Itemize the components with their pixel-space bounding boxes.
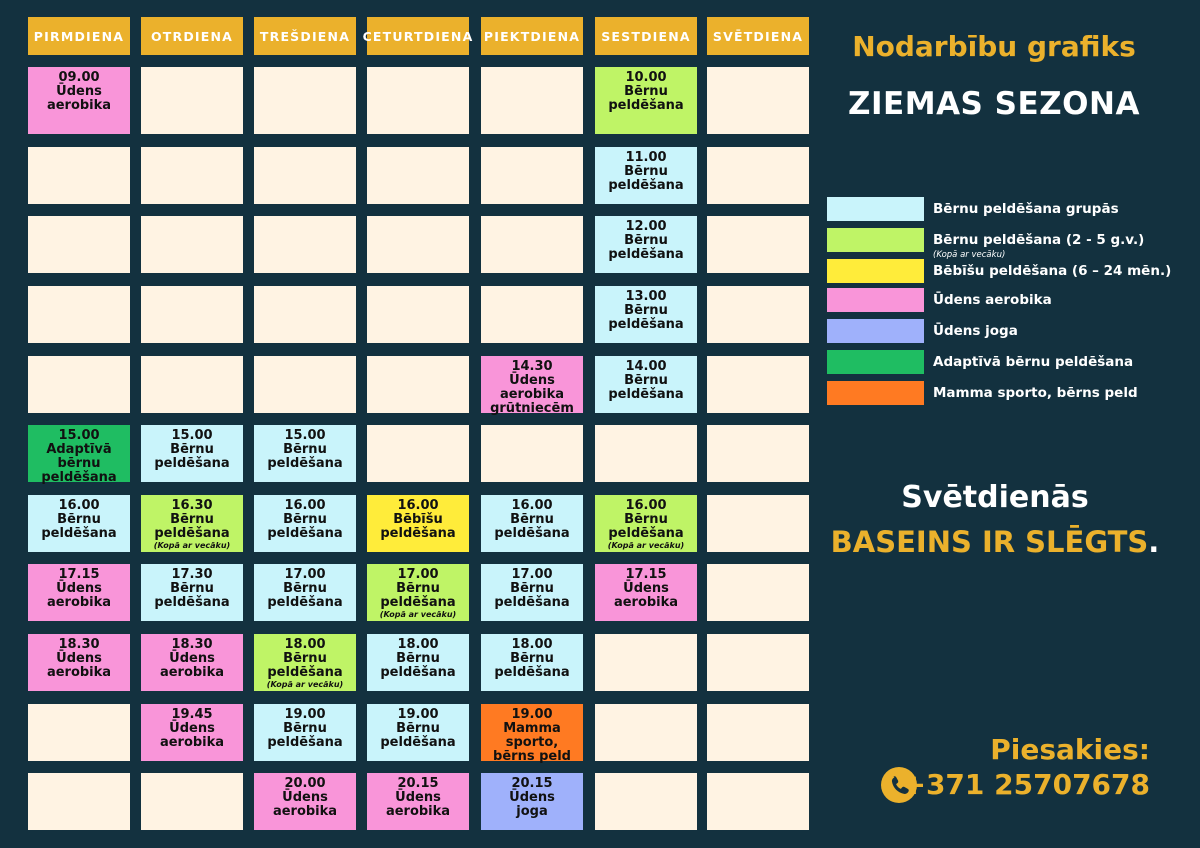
class-name-line: aerobika [159, 735, 225, 750]
class-slot [595, 564, 697, 621]
class-slot [595, 495, 697, 552]
class-name-line: Bērnu [396, 721, 440, 736]
empty-slot [707, 495, 809, 552]
day-header: CETURTDIENA [367, 17, 469, 55]
empty-slot [367, 67, 469, 134]
legend-swatch [827, 197, 924, 221]
empty-slot [367, 216, 469, 273]
empty-slot [481, 147, 583, 204]
legend-label: Bēbīšu peldēšana (6 – 24 mēn.) [933, 263, 1172, 279]
class-time: 19.00 [397, 707, 439, 722]
class-name-line: Bērnu [624, 233, 668, 248]
class-name-line: Ūdens [56, 581, 102, 596]
class-slot [595, 286, 697, 343]
class-slot [141, 564, 243, 621]
class-name-line: bērns peld [493, 749, 571, 764]
class-name-line: aerobika [46, 98, 112, 113]
class-time: 10.00 [625, 70, 667, 85]
class-time: 17.15 [58, 567, 100, 582]
class-slot [481, 356, 583, 416]
class-name-line: aerobika [159, 665, 225, 680]
class-name-line: Bērnu [283, 581, 327, 596]
apply-label: Piesakies: [990, 733, 1150, 766]
empty-slot [481, 425, 583, 482]
class-time: 16.00 [284, 498, 326, 513]
class-time: 17.00 [511, 567, 553, 582]
legend-swatch [827, 288, 924, 312]
class-slot [595, 67, 697, 134]
class-slot [595, 356, 697, 413]
class-name-line: Bērnu [283, 721, 327, 736]
empty-slot [707, 67, 809, 134]
class-time: 17.00 [284, 567, 326, 582]
schedule-title: Nodarbību grafiks [852, 30, 1136, 63]
day-header: PIEKTDIENA [481, 17, 583, 55]
class-name-line: peldēšana [494, 595, 570, 610]
empty-slot [254, 286, 356, 343]
empty-slot [254, 147, 356, 204]
class-note: (Kopā ar vecāku) [379, 610, 457, 619]
empty-slot [595, 773, 697, 830]
class-name-line: Bērnu [510, 651, 554, 666]
empty-slot [707, 564, 809, 621]
empty-slot [707, 356, 809, 413]
class-slot [367, 704, 469, 761]
class-note: (Kopā ar vecāku) [607, 541, 685, 550]
class-time: 18.00 [284, 637, 326, 652]
class-name-line: Bēbīšu [393, 512, 443, 527]
class-name-line: peldēšana [267, 665, 343, 680]
empty-slot [595, 704, 697, 761]
class-name-line: peldēšana [154, 526, 230, 541]
legend-label: Adaptīvā bērnu peldēšana [933, 354, 1134, 370]
class-name-line: Bērnu [170, 581, 214, 596]
empty-slot [481, 67, 583, 134]
day-header: TREŠDIENA [254, 17, 356, 55]
class-time: 16.00 [58, 498, 100, 513]
class-name-line: Bērnu [283, 651, 327, 666]
class-name-line: peldēšana [494, 526, 570, 541]
class-slot [254, 495, 356, 552]
class-slot [481, 773, 583, 830]
class-name-line: peldēšana [380, 665, 456, 680]
empty-slot [28, 147, 130, 204]
class-name-line: peldēšana [380, 526, 456, 541]
class-name-line: peldēšana [494, 665, 570, 680]
class-name-line: Ūdens [169, 721, 215, 736]
empty-slot [254, 216, 356, 273]
empty-slot [141, 67, 243, 134]
class-time: 18.30 [171, 637, 213, 652]
class-time: 17.15 [625, 567, 667, 582]
class-time: 09.00 [58, 70, 100, 85]
class-time: 18.30 [58, 637, 100, 652]
class-slot [28, 564, 130, 621]
class-name-line: peldēšana [267, 526, 343, 541]
class-time: 17.30 [171, 567, 213, 582]
empty-slot [481, 216, 583, 273]
class-name-line: Bērnu [624, 512, 668, 527]
empty-slot [141, 356, 243, 413]
legend-swatch [827, 350, 924, 374]
class-slot [254, 704, 356, 761]
class-name-line: peldēšana [608, 526, 684, 541]
class-time: 20.15 [511, 776, 553, 791]
class-name-line: Bērnu [57, 512, 101, 527]
day-header: SVĒTDIENA [707, 17, 809, 55]
class-time: 20.15 [397, 776, 439, 791]
class-name-line: Bērnu [396, 651, 440, 666]
sunday-notice-line1: Svētdienās [901, 480, 1089, 515]
empty-slot [141, 286, 243, 343]
class-slot [481, 704, 583, 764]
legend-swatch [827, 381, 924, 405]
empty-slot [367, 286, 469, 343]
empty-slot [707, 704, 809, 761]
class-name-line: Ūdens [56, 84, 102, 99]
class-name-line: Bērnu [396, 581, 440, 596]
day-header: PIRMDIENA [28, 17, 130, 55]
empty-slot [28, 286, 130, 343]
class-name-line: Bērnu [170, 442, 214, 457]
legend-label: Mamma sporto, bērns peld [933, 385, 1138, 401]
legend-note: (Kopā ar vecāku) [933, 250, 1006, 260]
pool-closed-dot: . [1148, 525, 1160, 559]
class-slot [141, 495, 243, 552]
empty-slot [707, 634, 809, 691]
class-slot [141, 634, 243, 691]
empty-slot [481, 286, 583, 343]
class-time: 14.30 [511, 359, 553, 374]
class-name-line: Bērnu [624, 164, 668, 179]
class-name-line: sporto, [505, 735, 559, 750]
sunday-notice-line2 [820, 525, 1170, 559]
class-name-line: Ūdens [169, 651, 215, 666]
legend-swatch [827, 319, 924, 343]
class-name-line: aerobika [46, 665, 112, 680]
day-header: SESTDIENA [595, 17, 697, 55]
class-time: 19.00 [284, 707, 326, 722]
class-name-line: aerobika [272, 804, 338, 819]
class-name-line: peldēšana [267, 735, 343, 750]
class-name-line: peldēšana [380, 735, 456, 750]
legend-label: Bērnu peldēšana (2 - 5 g.v.) [933, 232, 1145, 248]
class-slot [367, 773, 469, 830]
class-time: 16.00 [397, 498, 439, 513]
class-name-line: aerobika [46, 595, 112, 610]
class-name-line: aerobika [385, 804, 451, 819]
class-name-line: Mamma [503, 721, 561, 736]
legend-label: Ūdens aerobika [933, 292, 1052, 308]
legend-label: Bērnu peldēšana grupās [933, 201, 1119, 217]
class-name-line: Adaptīvā [46, 442, 112, 457]
class-time: 12.00 [625, 219, 667, 234]
empty-slot [141, 147, 243, 204]
day-header: OTRDIENA [141, 17, 243, 55]
class-slot [481, 495, 583, 552]
class-name-line: peldēšana [267, 456, 343, 471]
class-name-line: Ūdens [282, 790, 328, 805]
class-slot [28, 425, 130, 485]
class-name-line: peldēšana [608, 247, 684, 262]
class-note: (Kopā ar vecāku) [153, 541, 231, 550]
class-name-line: peldēšana [154, 595, 230, 610]
class-time: 16.00 [625, 498, 667, 513]
empty-slot [28, 704, 130, 761]
class-name-line: Bērnu [624, 303, 668, 318]
empty-slot [254, 356, 356, 413]
class-name-line: peldēšana [608, 317, 684, 332]
class-time: 17.00 [397, 567, 439, 582]
class-name-line: Bērnu [624, 373, 668, 388]
class-time: 18.00 [511, 637, 553, 652]
class-name-line: Bērnu [624, 84, 668, 99]
class-name-line: Ūdens [509, 373, 555, 388]
empty-slot [595, 425, 697, 482]
class-slot [28, 495, 130, 552]
class-slot [595, 216, 697, 273]
class-time: 19.45 [171, 707, 213, 722]
empty-slot [141, 773, 243, 830]
class-name-line: Ūdens [509, 790, 555, 805]
class-slot [367, 495, 469, 552]
empty-slot [707, 147, 809, 204]
class-name-line: peldēšana [608, 387, 684, 402]
class-name-line: peldēšana [41, 470, 117, 485]
empty-slot [28, 356, 130, 413]
class-slot [254, 634, 356, 691]
class-time: 13.00 [625, 289, 667, 304]
class-name-line: peldēšana [380, 595, 456, 610]
class-name-line: peldēšana [41, 526, 117, 541]
class-name-line: Bērnu [283, 442, 327, 457]
class-slot [595, 147, 697, 204]
class-time: 15.00 [58, 428, 100, 443]
class-slot [28, 67, 130, 134]
empty-slot [707, 216, 809, 273]
class-name-line: Ūdens [623, 581, 669, 596]
class-name-line: peldēšana [608, 98, 684, 113]
empty-slot [707, 425, 809, 482]
class-name-line: peldēšana [154, 456, 230, 471]
class-time: 20.00 [284, 776, 326, 791]
info-panel [820, 0, 1200, 848]
class-name-line: peldēšana [267, 595, 343, 610]
empty-slot [595, 634, 697, 691]
class-time: 16.30 [171, 498, 213, 513]
empty-slot [28, 216, 130, 273]
class-name-line: Ūdens [395, 790, 441, 805]
empty-slot [367, 356, 469, 413]
season-title: ZIEMAS SEZONA [848, 86, 1140, 122]
class-time: 15.00 [171, 428, 213, 443]
class-slot [481, 564, 583, 621]
class-slot [141, 704, 243, 761]
class-slot [141, 425, 243, 482]
class-time: 18.00 [397, 637, 439, 652]
legend-swatch [827, 259, 924, 283]
empty-slot [28, 773, 130, 830]
class-name-line: aerobika [613, 595, 679, 610]
class-name-line: Ūdens [56, 651, 102, 666]
class-name-line: grūtniecēm [490, 401, 574, 416]
class-name-line: Bērnu [510, 512, 554, 527]
class-time: 11.00 [625, 150, 667, 165]
legend-label: Ūdens joga [933, 323, 1018, 339]
empty-slot [141, 216, 243, 273]
class-name-line: peldēšana [608, 178, 684, 193]
class-slot [28, 634, 130, 691]
empty-slot [707, 286, 809, 343]
class-slot [254, 564, 356, 621]
empty-slot [254, 67, 356, 134]
class-slot [367, 634, 469, 691]
class-time: 15.00 [284, 428, 326, 443]
class-time: 19.00 [511, 707, 553, 722]
class-slot [254, 425, 356, 482]
phone-number[interactable]: +371 25707678 [902, 768, 1150, 801]
class-slot [254, 773, 356, 830]
class-name-line: Bērnu [170, 512, 214, 527]
class-name-line: bērnu [57, 456, 101, 471]
class-name-line: aerobika [499, 387, 565, 402]
class-note: (Kopā ar vecāku) [266, 680, 344, 689]
legend-swatch [827, 228, 924, 252]
empty-slot [367, 147, 469, 204]
class-time: 16.00 [511, 498, 553, 513]
class-slot [481, 634, 583, 691]
empty-slot [367, 425, 469, 482]
class-name-line: Bērnu [283, 512, 327, 527]
class-name-line: Bērnu [510, 581, 554, 596]
class-name-line: joga [516, 804, 548, 819]
class-slot [367, 564, 469, 621]
pool-closed-text: BASEINS IR SLĒGTS [830, 525, 1149, 559]
class-time: 14.00 [625, 359, 667, 374]
empty-slot [707, 773, 809, 830]
